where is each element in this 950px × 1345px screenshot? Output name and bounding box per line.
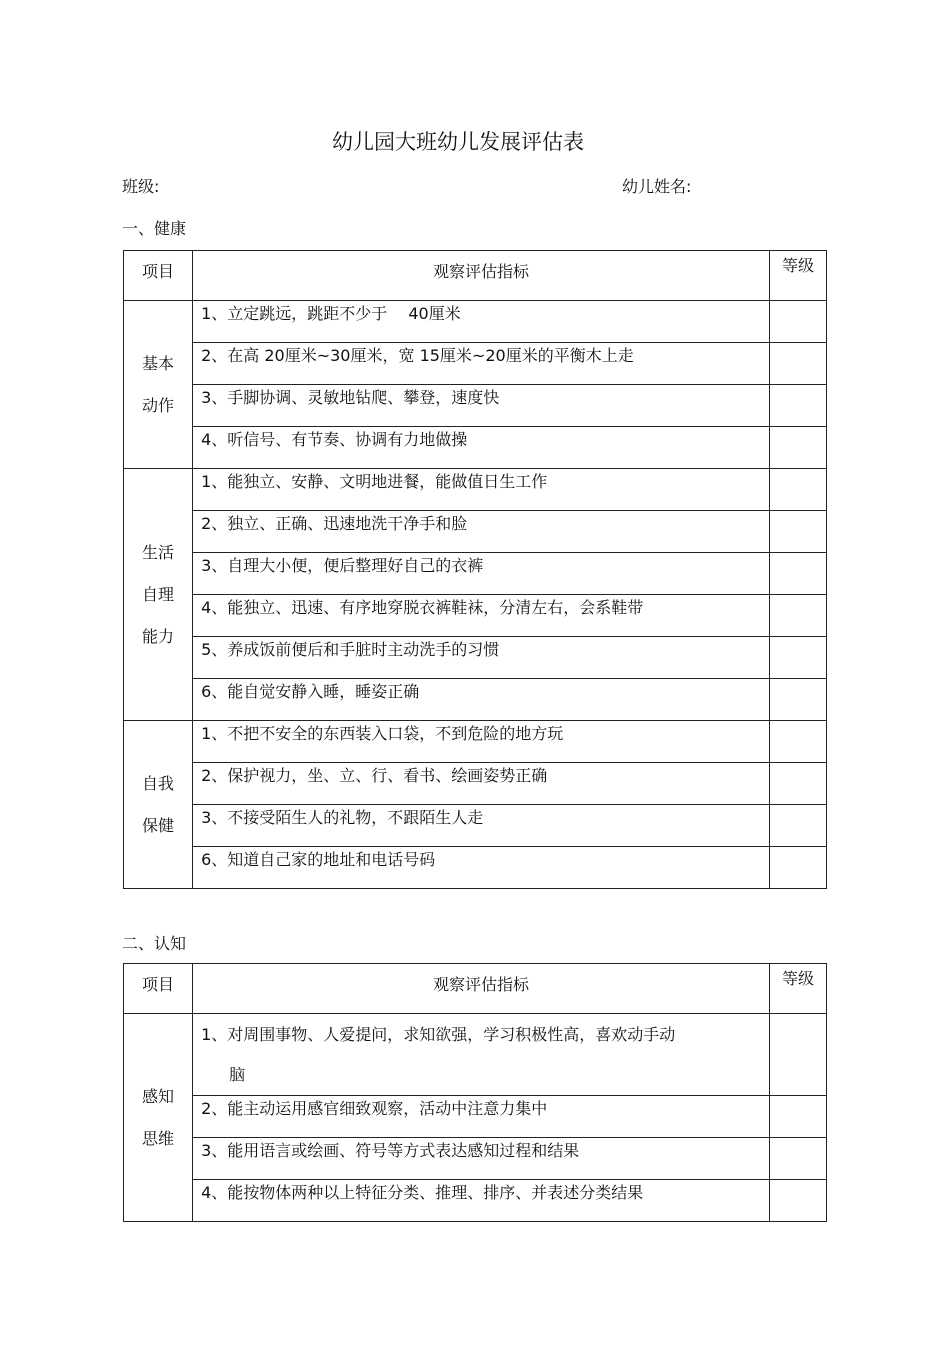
table-row <box>124 1138 827 1180</box>
table-row <box>124 805 827 847</box>
indicator-cell: 3、能用语言或绘画、符号等方式表达感知过程和结果 <box>193 1138 770 1180</box>
grade-cell[interactable] <box>769 1180 826 1222</box>
indicator-cell: 2、保护视力，坐、立、行、看书、绘画姿势正确 <box>193 763 770 805</box>
indicator-cell: 2、独立、正确、迅速地洗干净手和脸 <box>193 511 770 553</box>
grade-cell[interactable] <box>769 427 826 469</box>
indicator-cell: 2、能主动运用感官细致观察，活动中注意力集中 <box>193 1096 770 1138</box>
header-item: 项目 <box>124 964 193 1014</box>
table-row <box>124 595 827 637</box>
grade-cell[interactable] <box>769 1138 826 1180</box>
grade-cell[interactable] <box>769 637 826 679</box>
header-grade: 等级 <box>769 251 826 301</box>
category-self-protection <box>124 721 193 889</box>
header-indicator: 观察评估指标 <box>193 251 770 301</box>
header-grade: 等级 <box>769 964 826 1014</box>
indicator-cell: 2、在高 20厘米~30厘米，宽 15厘米~20厘米的平衡木上走 <box>193 343 770 385</box>
table-row <box>124 469 827 511</box>
grade-cell[interactable] <box>769 847 826 889</box>
indicator-text: 1、对周围事物、人爱提问，求知欲强，学习积极性高，喜欢动手动 <box>201 1025 676 1044</box>
table-row <box>124 637 827 679</box>
grade-cell[interactable] <box>769 385 826 427</box>
table-header-row <box>124 964 827 1014</box>
table-row <box>124 385 827 427</box>
header-indicator: 观察评估指标 <box>193 964 770 1014</box>
indicator-cell: 6、能自觉安静入睡，睡姿正确 <box>193 679 770 721</box>
table-row <box>124 1014 827 1096</box>
grade-cell[interactable] <box>769 553 826 595</box>
indicator-cell: 3、不接受陌生人的礼物，不跟陌生人走 <box>193 805 770 847</box>
table-row <box>124 343 827 385</box>
grade-cell[interactable] <box>769 679 826 721</box>
grade-cell[interactable] <box>769 301 826 343</box>
grade-cell[interactable] <box>769 511 826 553</box>
table-row <box>124 721 827 763</box>
indicator-cell: 4、能独立、迅速、有序地穿脱衣裤鞋袜，分清左右，会系鞋带 <box>193 595 770 637</box>
grade-cell[interactable] <box>769 343 826 385</box>
category-self-care <box>124 469 193 721</box>
page-title: 幼儿园大班幼儿发展评估表 <box>332 130 584 154</box>
table-row <box>124 511 827 553</box>
table-row <box>124 679 827 721</box>
indicator-cell: 4、听信号、有节奏、协调有力地做操 <box>193 427 770 469</box>
table-row <box>124 847 827 889</box>
section-heading-cognition: 二、认知 <box>122 934 187 953</box>
category-label: 基本 动作 <box>142 353 175 415</box>
grade-cell[interactable] <box>769 1096 826 1138</box>
table-row <box>124 1096 827 1138</box>
cognition-table <box>123 963 827 1222</box>
grade-cell[interactable] <box>769 721 826 763</box>
indicator-cell: 4、能按物体两种以上特征分类、推理、排序、并表述分类结果 <box>193 1180 770 1222</box>
grade-cell[interactable] <box>769 805 826 847</box>
category-perception-thinking <box>124 1014 193 1222</box>
table-row <box>124 427 827 469</box>
category-label: 自我 保健 <box>142 773 175 835</box>
category-label: 生活 自理 能力 <box>142 542 175 646</box>
indicator-cell: 1、不把不安全的东西装入口袋，不到危险的地方玩 <box>193 721 770 763</box>
category-basic-movement <box>124 301 193 469</box>
indicator-cell: 1、立定跳远，跳距不少于 40厘米 <box>193 301 770 343</box>
indicator-cell: 6、知道自己家的地址和电话号码 <box>193 847 770 889</box>
grade-cell[interactable] <box>769 595 826 637</box>
grade-cell[interactable] <box>769 763 826 805</box>
indicator-cell: 5、养成饭前便后和手脏时主动洗手的习惯 <box>193 637 770 679</box>
grade-cell[interactable] <box>769 469 826 511</box>
table-row <box>124 763 827 805</box>
indicator-cell: 3、自理大小便，便后整理好自己的衣裤 <box>193 553 770 595</box>
category-label: 感知 思维 <box>142 1086 175 1148</box>
header-item: 项目 <box>124 251 193 301</box>
section-heading-health: 一、健康 <box>122 219 187 238</box>
indicator-cell: 1、能独立、安静、文明地进餐，能做值日生工作 <box>193 469 770 511</box>
table-header-row <box>124 251 827 301</box>
indicator-cell <box>193 1014 770 1096</box>
grade-cell[interactable] <box>769 1014 826 1096</box>
table-row <box>124 301 827 343</box>
child-name-label: 幼儿姓名: <box>622 177 692 196</box>
indicator-cell: 3、手脚协调、灵敏地钻爬、攀登，速度快 <box>193 385 770 427</box>
indicator-continuation: 脑 <box>229 1065 246 1084</box>
health-table <box>123 250 827 889</box>
table-row <box>124 1180 827 1222</box>
table-row <box>124 553 827 595</box>
class-label: 班级: <box>122 177 160 196</box>
